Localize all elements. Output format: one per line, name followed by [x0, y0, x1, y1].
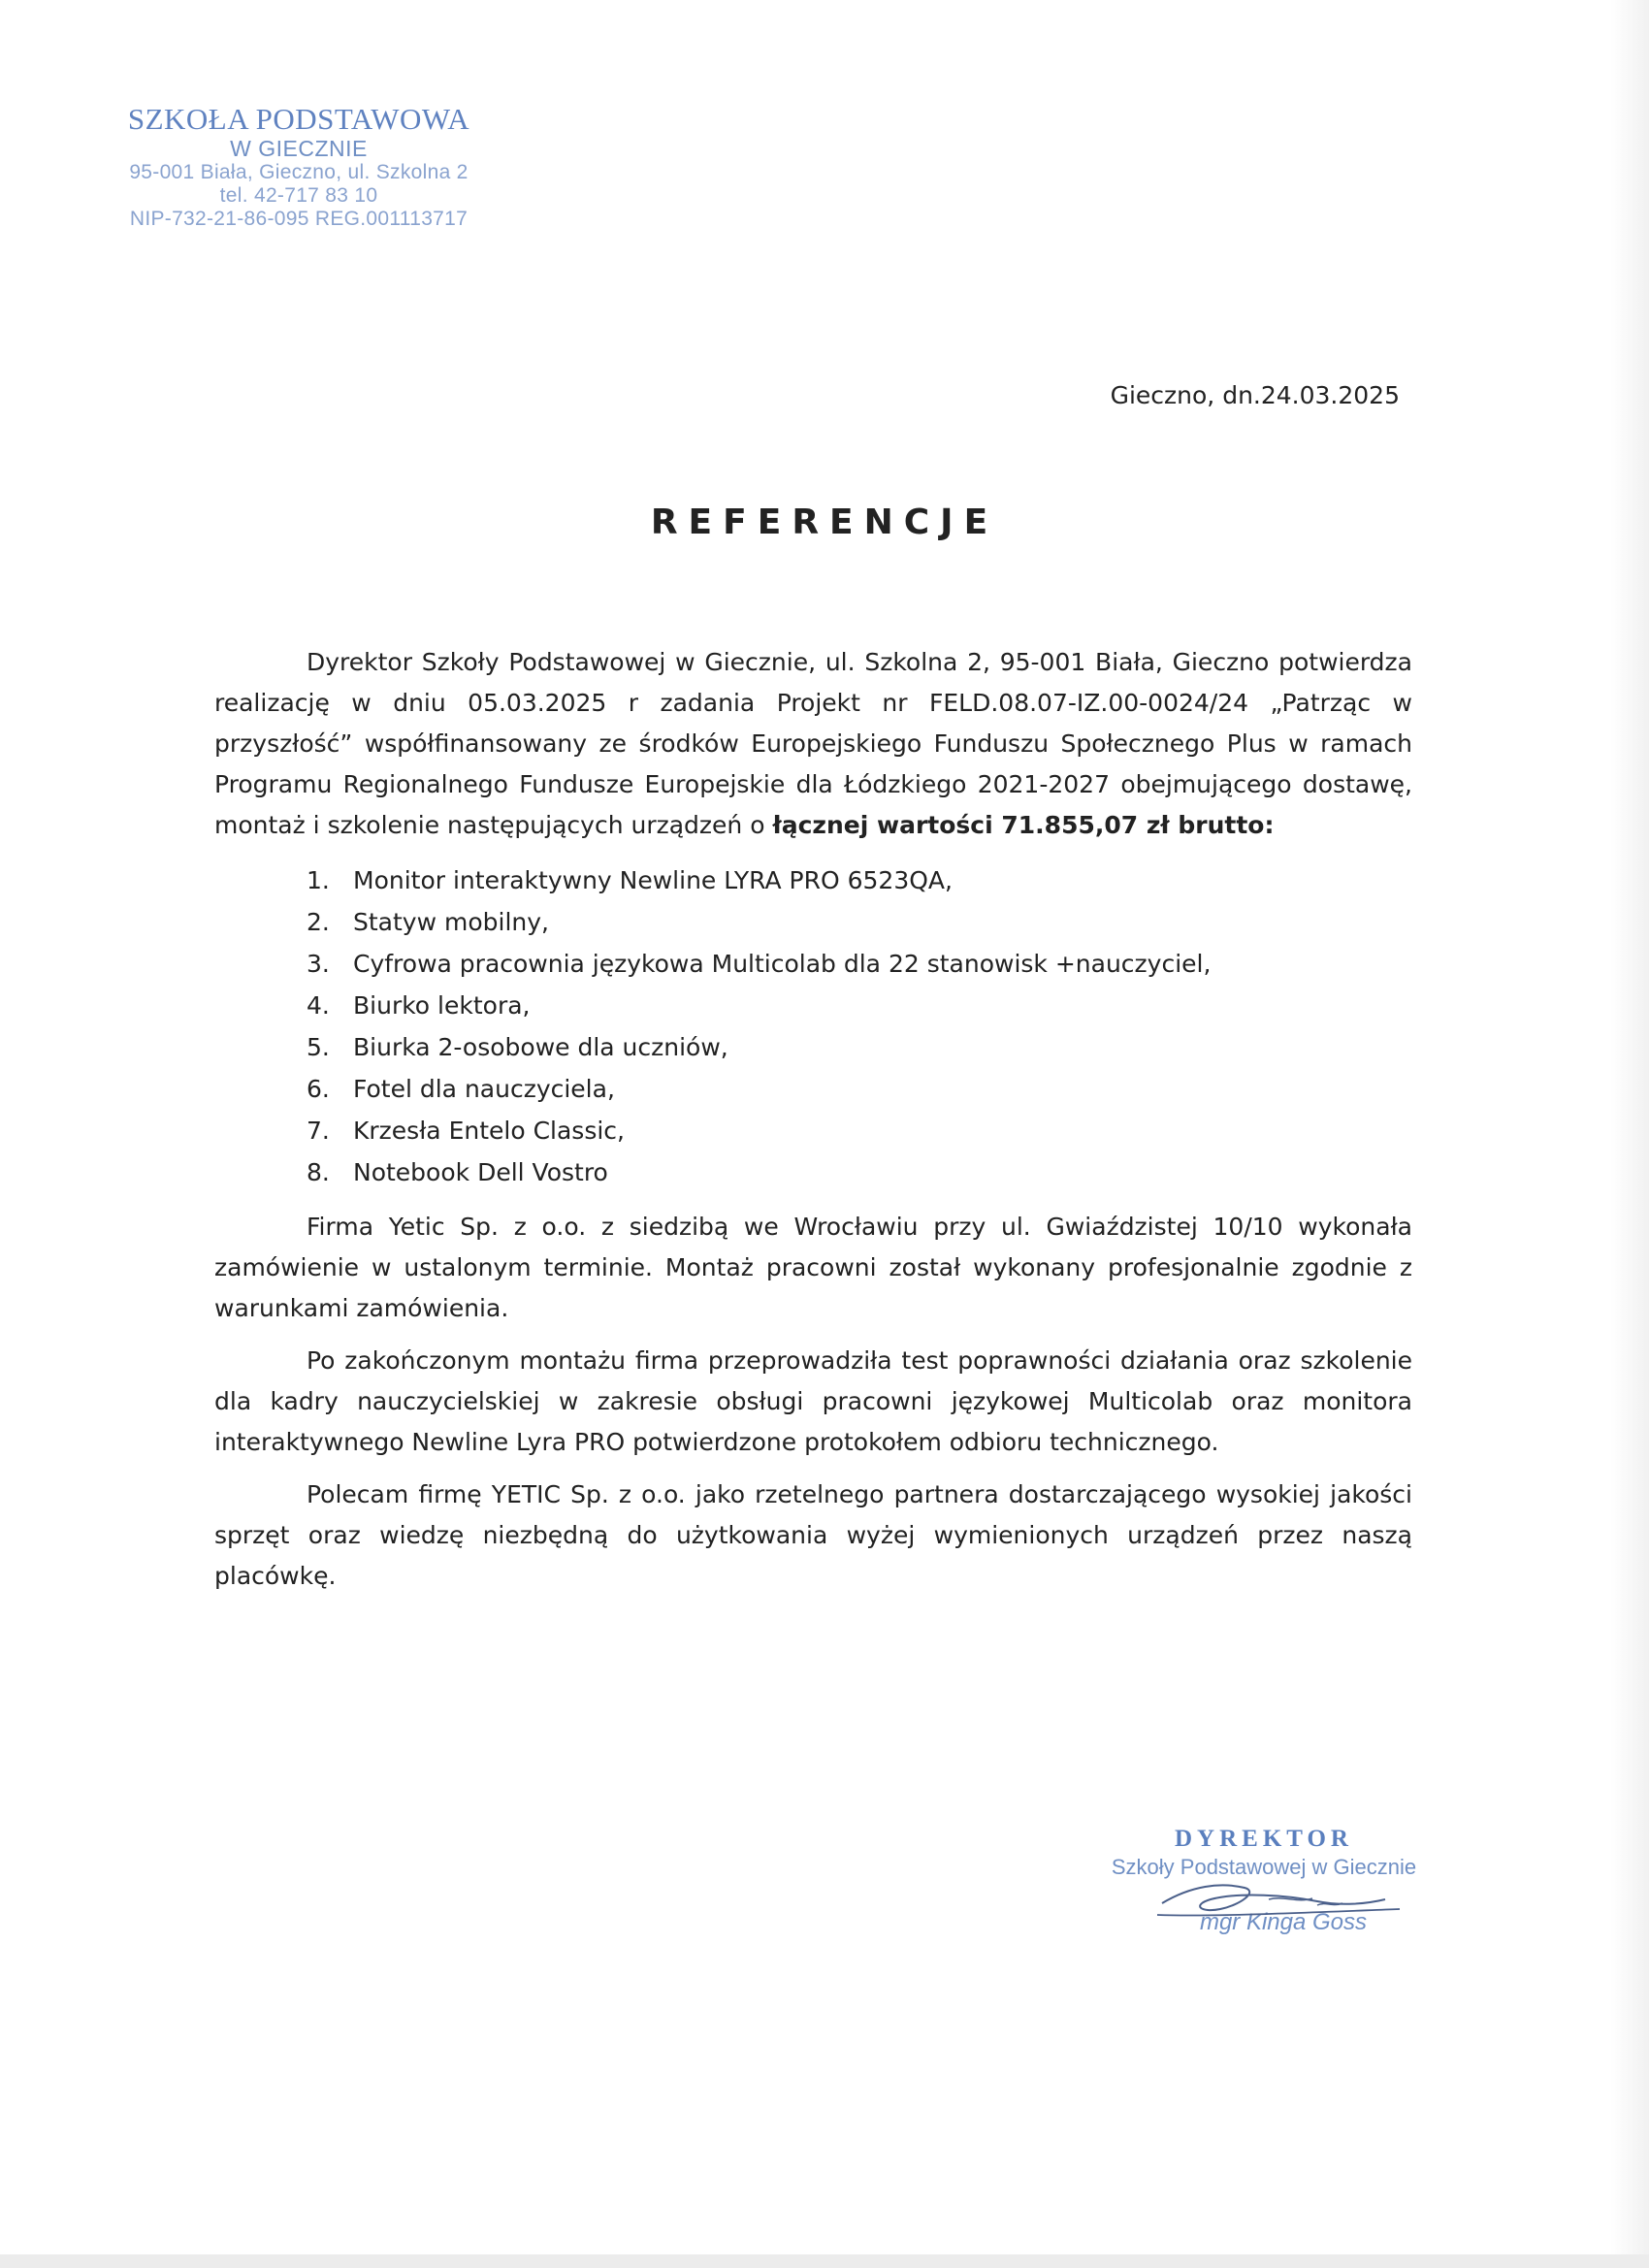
stamp-locality: W GIECZNIE	[230, 135, 368, 161]
list-item-number: 3.	[307, 950, 330, 978]
list-item-number: 2.	[307, 908, 330, 936]
document-title: REFERENCJE	[650, 502, 999, 542]
document-body	[214, 642, 1412, 1597]
list-item	[307, 985, 1412, 1026]
list-item-number: 7.	[307, 1117, 330, 1145]
list-item-number: 6.	[307, 1075, 330, 1103]
handwritten-signature-icon	[1152, 1866, 1405, 1925]
director-signature-stamp	[1084, 1826, 1443, 1936]
document-date: Gieczno, dn.24.03.2025	[1110, 381, 1400, 409]
list-item-text: Biurko lektora,	[353, 991, 531, 1020]
stamp-address: 95-001 Biała, Gieczno, ul. Szkolna 2	[129, 161, 469, 184]
stamp-phone: tel. 42-717 83 10	[219, 183, 378, 207]
list-item	[307, 1068, 1412, 1110]
signature-name: mgr Kinga Goss	[1199, 1909, 1368, 1935]
list-item-text: Cyfrowa pracownia językowa Multicolab dla 22 stanowisk +nauczyciel,	[353, 950, 1212, 978]
equipment-list	[214, 859, 1412, 1193]
list-item-text: Statyw mobilny,	[353, 908, 549, 936]
list-item	[307, 1110, 1412, 1151]
intro-paragraph	[214, 642, 1412, 846]
list-item	[307, 943, 1412, 985]
page-bottom-edge	[0, 2254, 1649, 2268]
list-item-text: Notebook Dell Vostro	[353, 1158, 608, 1186]
list-item-number: 5.	[307, 1033, 330, 1061]
list-item-text: Krzesła Entelo Classic,	[353, 1117, 625, 1145]
training-paragraph: Po zakończonym montażu firma przeprowadziła test poprawności działania oraz szkolenie dla kadry nauczycielskiej w zakresie obsługi pracowni językowej Multicolab oraz monitora interaktywnego Newline Lyra PRO potwierdzone protokołem odbioru technicznego.	[214, 1346, 1412, 1456]
stamp-school-name: SZKOŁA PODSTAWOWA	[127, 102, 470, 136]
completion-paragraph: Firma Yetic Sp. z o.o. z siedzibą we Wrocławiu przy ul. Gwiaździstej 10/10 wykonała zamówienie w ustalonym terminie. Montaż pracowni został wykonany profesjonalnie zgodnie z warunkami zamówienia.	[214, 1213, 1412, 1322]
intro-total-value: łącznej wartości 71.855,07 zł brutto:	[772, 811, 1275, 839]
list-item-text: Biurka 2-osobowe dla uczniów,	[353, 1033, 728, 1061]
signature-school: Szkoły Podstawowej w Giecznie	[1111, 1855, 1417, 1879]
list-item-text: Monitor interaktywny Newline LYRA PRO 6523QA,	[353, 866, 953, 894]
recommendation-paragraph: Polecam firmę YETIC Sp. z o.o. jako rzetelnego partnera dostarczającego wysokiej jakości sprzęt oraz wiedzę niezbędną do użytkowania wyżej wymienionych urządzeń przez naszą placówkę.	[214, 1480, 1412, 1590]
intro-text: Dyrektor Szkoły Podstawowej w Giecznie, ul. Szkolna 2, 95-001 Biała, Gieczno potwierdza realizację w dniu 05.03.2025 r zadania Projekt nr FELD.08.07-IZ.00-0024/24 „Patrząc w przyszłość” współfinansowany ze środków Europejskiego Funduszu Społecznego Plus w ramach Programu Regionalnego Fundusze Europejskie dla Łódzkiego 2021-2027 obejmującego dostawę, montaż i szkolenie następujących urządzeń o	[214, 648, 1412, 839]
list-item-number: 8.	[307, 1158, 330, 1186]
list-item	[307, 1026, 1412, 1068]
list-item-number: 4.	[307, 991, 330, 1020]
list-item-text: Fotel dla nauczyciela,	[353, 1075, 615, 1103]
list-item	[307, 1151, 1412, 1193]
page-edge	[1610, 0, 1649, 2268]
list-item	[307, 859, 1412, 901]
stamp-registration: NIP-732-21-86-095 REG.001113717	[129, 207, 469, 230]
school-stamp	[114, 103, 483, 230]
list-item	[307, 901, 1412, 943]
list-item-number: 1.	[307, 866, 330, 894]
signature-title: DYREKTOR	[1174, 1826, 1353, 1852]
